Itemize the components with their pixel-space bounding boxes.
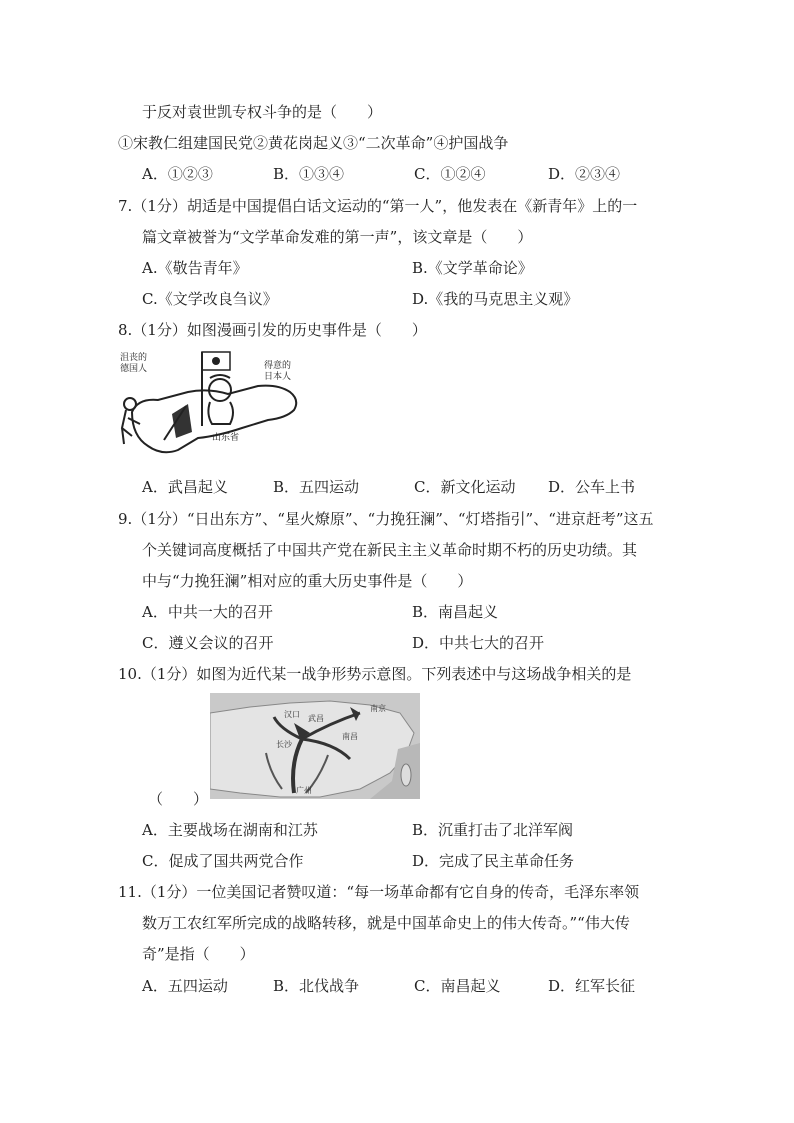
map-label-nanchang: 南昌 — [342, 732, 358, 741]
q7-option-b[interactable]: B.《文学革命论》 — [412, 259, 533, 277]
q7-option-a[interactable]: A.《敬告青年》 — [142, 259, 248, 277]
q9-option-a[interactable]: A．中共一大的召开 — [142, 603, 273, 621]
q8-stem: 8.（1分）如图漫画引发的历史事件是（ ） — [118, 321, 427, 339]
q9-option-c[interactable]: C．遵义会议的召开 — [142, 634, 274, 652]
cartoon-label-german-2: 德国人 — [120, 364, 148, 374]
q11-option-b[interactable]: B．北伐战争 — [273, 977, 360, 995]
map-label-changsha: 长沙 — [276, 740, 292, 749]
q6-option-d[interactable]: D．②③④ — [548, 165, 621, 183]
q9-stem-line1: 9.（1分）“日出东方”、“星火燎原”、“力挽狂澜”、“灯塔指引”、“进京赶考”这五 — [118, 510, 654, 528]
cartoon-label-german-1: 沮丧的 — [120, 353, 148, 363]
german-figure-body — [122, 410, 140, 444]
q10-option-d[interactable]: D．完成了民主革命任务 — [412, 852, 575, 870]
q9-option-d[interactable]: D．中共七大的召开 — [412, 634, 545, 652]
q7-option-c[interactable]: C.《文学改良刍议》 — [142, 290, 278, 308]
q10-option-a[interactable]: A．主要战场在湖南和江苏 — [142, 821, 318, 839]
q11-option-d[interactable]: D．红军长征 — [548, 977, 636, 995]
q11-stem-line2: 数万工农红军所完成的战略转移，就是中国革命史上的伟大传奇。”“伟大传 — [142, 914, 630, 932]
q11-stem-line3: 奇”是指（ ） — [142, 945, 255, 963]
q11-option-c[interactable]: C．南昌起义 — [414, 977, 501, 995]
q10-stem-line1: 10.（1分）如图为近代某一战争形势示意图。下列表述中与这场战争相关的是 — [118, 665, 632, 683]
japanese-figure-body — [208, 402, 233, 424]
q7-stem-line1: 7.（1分）胡适是中国提倡白话文运动的“第一人”，他发表在《新青年》上的一 — [118, 197, 638, 215]
q8-option-a[interactable]: A．武昌起义 — [142, 478, 228, 496]
q7-option-d[interactable]: D.《我的马克思主义观》 — [412, 290, 579, 308]
q10-war-map-image — [210, 693, 420, 799]
q8-option-c[interactable]: C．新文化运动 — [414, 478, 516, 496]
q8-cartoon-image — [118, 348, 304, 460]
map-label-hankou: 汉口 — [284, 710, 300, 719]
cartoon-label-japanese-1: 得意的 — [264, 361, 292, 371]
map-label-guangzhou: 广州 — [296, 786, 312, 795]
q6-items: ①宋教仁组建国民党②黄花岗起义③“二次革命”④护国战争 — [118, 134, 509, 152]
cartoon-label-japanese-2: 日本人 — [264, 372, 292, 382]
q7-stem-line2: 篇文章被誉为“文学革命发难的第一声”，该文章是（ ） — [142, 228, 533, 246]
q6-option-a[interactable]: A．①②③ — [142, 165, 213, 183]
q8-option-d[interactable]: D．公车上书 — [548, 478, 636, 496]
q6-option-b[interactable]: B．①③④ — [273, 165, 345, 183]
q11-option-a[interactable]: A．五四运动 — [142, 977, 228, 995]
german-figure-head — [124, 398, 136, 410]
q9-option-b[interactable]: B．南昌起义 — [412, 603, 499, 621]
q10-option-c[interactable]: C．促成了国共两党合作 — [142, 852, 304, 870]
german-flag-icon — [172, 404, 192, 438]
q6-option-c[interactable]: C．①②④ — [414, 165, 486, 183]
map-label-wuchang: 武昌 — [308, 714, 324, 723]
q10-stem-line2: （ ） — [148, 790, 209, 808]
q9-stem-line2: 个关键词高度概括了中国共产党在新民主主义革命时期不朽的历史功绩。其 — [142, 541, 638, 559]
q8-option-b[interactable]: B．五四运动 — [273, 478, 360, 496]
q11-stem-line1: 11.（1分）一位美国记者赞叹道：“每一场革命都有它自身的传奇，毛泽东率领 — [118, 883, 640, 901]
q6-stem: 于反对袁世凯专权斗争的是（ ） — [142, 103, 383, 121]
map-label-nanjing: 南京 — [370, 704, 386, 713]
cartoon-label-province: 山东省 — [212, 433, 240, 443]
q10-option-b[interactable]: B．沉重打击了北洋军阀 — [412, 821, 574, 839]
map-taiwan — [401, 764, 411, 786]
q9-stem-line3: 中与“力挽狂澜”相对应的重大历史事件是（ ） — [142, 572, 473, 590]
